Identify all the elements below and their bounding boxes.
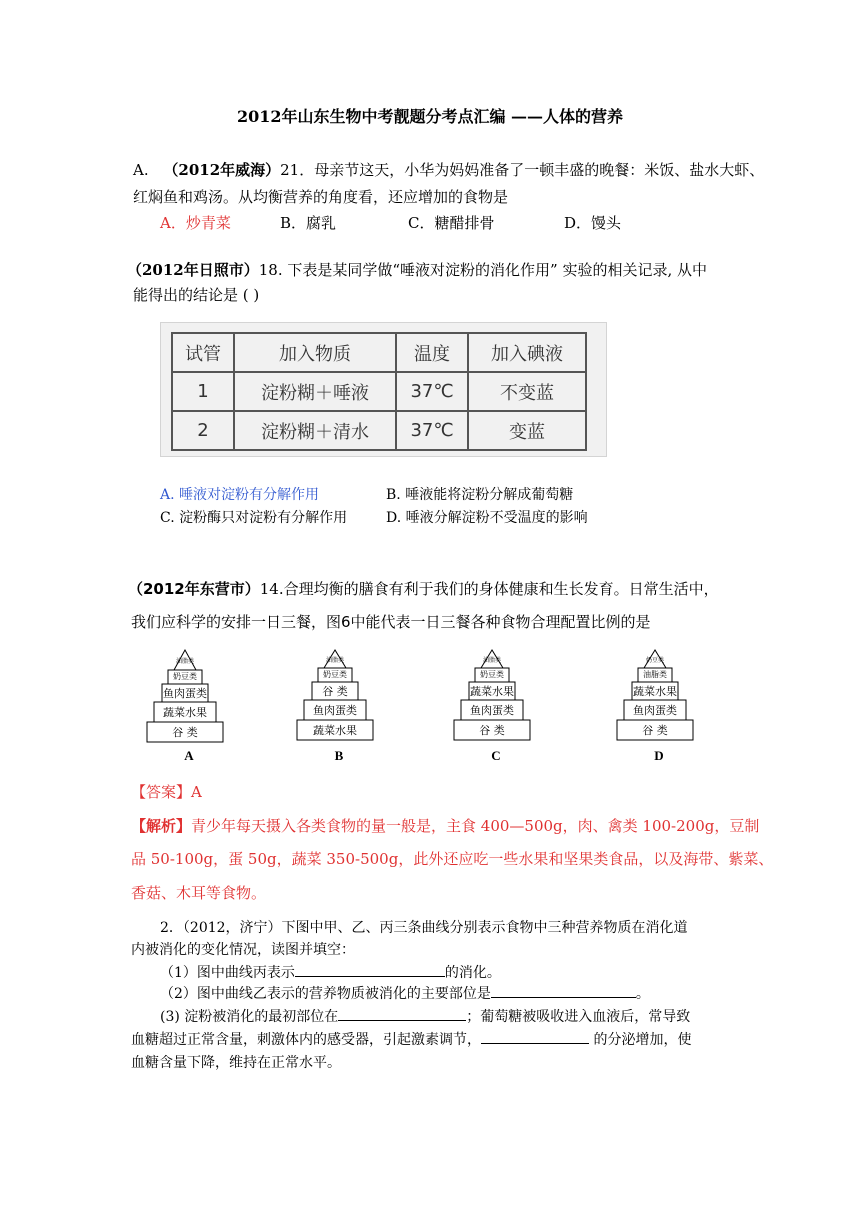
question-4-sub3-line3: 血糖含量下降，维持在正常水平。 xyxy=(131,1055,341,1071)
pyramid-label: D xyxy=(654,748,664,763)
question-1-line1 xyxy=(133,159,764,180)
question-1-option-b: B．腐乳 xyxy=(280,214,337,232)
table-header-row xyxy=(172,333,586,372)
table-row xyxy=(172,411,586,450)
answer-blank-3[interactable] xyxy=(338,1006,466,1021)
pyramid-level: 鱼肉蛋类 xyxy=(470,704,514,717)
pyramid-level: 谷 类 xyxy=(322,685,348,698)
question-1-options xyxy=(160,212,622,233)
analysis-line3: 香菇、木耳等食物。 xyxy=(131,884,267,902)
question-2-line1 xyxy=(127,259,707,280)
question-2-option-d: D. 唾液分解淀粉不受温度的影响 xyxy=(386,510,588,526)
food-pyramid-c xyxy=(451,648,541,764)
sub3-line2-prefix: 血糖超过正常含量，刺激体内的感受器，引起激素调节， xyxy=(131,1032,481,1048)
question-4-sub1 xyxy=(160,962,501,982)
table-cell: 37℃ xyxy=(396,372,468,411)
question-3-text2: 我们应科学的安排一日三餐，图6中能代表一日三餐各种食物合理配置比例的是 xyxy=(131,613,651,631)
pyramid-level: 奶豆类 xyxy=(173,672,197,681)
analysis-line2: 品 50-100g，蛋 50g，蔬菜 350-500g，此外还应吃一些水果和坚果类食品，以及海带、紫菜、 xyxy=(131,850,774,868)
question-2-options-row2 xyxy=(160,507,588,527)
pyramid-level: 蔬菜水果 xyxy=(313,724,357,737)
sub1-suffix: 的消化。 xyxy=(444,965,501,981)
analysis-line1 xyxy=(131,815,759,836)
question-2-option-c: C. 淀粉酶只对淀粉有分解作用 xyxy=(160,510,348,526)
question-4-sub2 xyxy=(160,983,650,1003)
pyramid-level: 奶豆类 xyxy=(645,657,664,664)
pyramid-level: 油脂类 xyxy=(482,657,501,664)
sub2-prefix: （2）图中曲线乙表示的营养物质被消化的主要部位是 xyxy=(160,986,491,1002)
pyramid-label: B xyxy=(334,748,344,763)
pyramid-level: 奶豆类 xyxy=(323,670,347,679)
analysis-text1: 青少年每天摄入各类食物的量一般是，主食 400—500g，肉、禽类 100-200g，豆制 xyxy=(191,817,760,835)
table-cell: 变蓝 xyxy=(468,411,586,450)
table-cell: 37℃ xyxy=(396,411,468,450)
experiment-table-image xyxy=(160,322,607,457)
question-1-text2: 红焖鱼和鸡汤。从均衡营养的角度看，还应增加的食物是 xyxy=(133,188,509,206)
question-3-line1 xyxy=(128,578,719,599)
pyramid-level: 油脂类 xyxy=(643,670,667,679)
question-2-option-b: B. 唾液能将淀粉分解成葡萄糖 xyxy=(386,487,574,503)
answer-blank-4[interactable] xyxy=(481,1029,589,1044)
pyramid-label: A xyxy=(184,748,194,763)
question-1-option-d: D．馒头 xyxy=(564,214,622,232)
sub3-suffix: ；葡萄糖被吸收进入血液后，常导致 xyxy=(466,1009,691,1025)
table-header-cell: 加入碘液 xyxy=(468,333,586,372)
sub1-prefix: （1）图中曲线丙表示 xyxy=(160,965,295,981)
answer-blank-2[interactable] xyxy=(491,983,636,998)
table-cell: 淀粉糊＋唾液 xyxy=(234,372,396,411)
pyramid-level: 鱼肉蛋类 xyxy=(163,687,207,700)
pyramid-level: 油脂类 xyxy=(325,657,344,664)
table-cell: 淀粉糊＋清水 xyxy=(234,411,396,450)
question-1-label: A. xyxy=(133,161,149,179)
experiment-table xyxy=(171,332,587,451)
pyramid-label: C xyxy=(491,748,501,763)
page-title: 2012年山东生物中考靓题分考点汇编 ——人体的营养 xyxy=(236,107,624,126)
question-1-text1: 21．母亲节这天，小华为妈妈准备了一顿丰盛的晚餐：米饭、盐水大虾、 xyxy=(280,161,765,179)
pyramid-level: 鱼肉蛋类 xyxy=(313,704,357,717)
pyramid-level: 蔬菜水果 xyxy=(163,706,207,719)
pyramid-level: 蔬菜水果 xyxy=(633,685,677,698)
question-2-option-a: A. 唾液对淀粉有分解作用 xyxy=(160,487,320,503)
answer-blank-1[interactable] xyxy=(295,962,445,977)
analysis-tag: 【解析】 xyxy=(131,817,192,835)
question-2-text2: 能得出的结论是 ( ) xyxy=(133,286,260,304)
question-1-option-c: C．糖醋排骨 xyxy=(408,214,495,232)
sub3-line2-suffix: 的分泌增加，使 xyxy=(589,1032,692,1048)
table-header-cell: 加入物质 xyxy=(234,333,396,372)
question-2-options-row1 xyxy=(160,484,574,504)
answer-text: 【答案】A xyxy=(131,783,202,801)
pyramid-level: 谷 类 xyxy=(479,724,505,737)
food-pyramid-d xyxy=(614,648,704,764)
table-header-cell: 试管 xyxy=(172,333,234,372)
food-pyramid-a xyxy=(144,648,234,764)
question-4-text2: 内被消化的变化情况，读图并填空： xyxy=(131,942,355,958)
table-row xyxy=(172,372,586,411)
pyramid-level: 奶豆类 xyxy=(480,670,504,679)
question-4-text1: 2．（2012，济宁）下图中甲、乙、丙三条曲线分别表示食物中三种营养物质在消化道 xyxy=(160,920,688,936)
table-header-cell: 温度 xyxy=(396,333,468,372)
table-cell: 1 xyxy=(172,372,234,411)
sub2-suffix: 。 xyxy=(635,986,650,1002)
question-3-source: （2012年东营市） xyxy=(128,580,260,598)
question-2-text1: 18. 下表是某同学做“唾液对淀粉的消化作用” 实验的相关记录, 从中 xyxy=(258,261,708,279)
table-cell: 不变蓝 xyxy=(468,372,586,411)
pyramid-level: 谷 类 xyxy=(642,724,668,737)
question-1-option-a: A．炒青菜 xyxy=(160,214,231,232)
question-3-text1: 14.合理均衡的膳食有利于我们的身体健康和生长发育。日常生活中， xyxy=(259,580,719,598)
pyramid-level: 油脂类 xyxy=(175,658,194,665)
food-pyramid-b xyxy=(294,648,384,764)
pyramid-level: 鱼肉蛋类 xyxy=(633,704,677,717)
pyramid-level: 谷 类 xyxy=(172,726,198,739)
sub3-prefix: (3) 淀粉被消化的最初部位在 xyxy=(160,1009,339,1025)
pyramid-level: 蔬菜水果 xyxy=(470,685,514,698)
question-1-source: （2012年威海） xyxy=(163,161,281,179)
question-2-source: （2012年日照市） xyxy=(127,261,259,279)
question-4-sub3-line1 xyxy=(160,1006,690,1026)
question-4-sub3-line2 xyxy=(131,1029,691,1049)
table-cell: 2 xyxy=(172,411,234,450)
